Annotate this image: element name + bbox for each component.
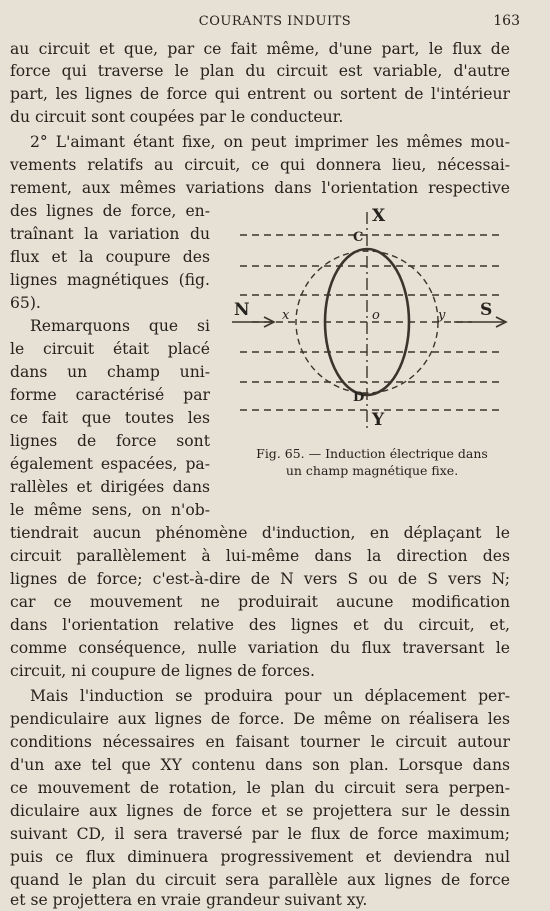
text-line: le même sens, on n'ob- (10, 501, 210, 519)
text-line: suivant CD, il sera traversé par le flux de force maximum; (10, 825, 510, 843)
label-o-center: o (372, 308, 380, 323)
text-line: diculaire aux lignes de force et se projettera sur le dessin (10, 802, 510, 820)
label-n: N (234, 300, 250, 320)
text-line: au circuit et que, par ce fait même, d'une part, le flux de (10, 40, 510, 58)
text-line: dans un champ uni- (10, 363, 210, 381)
running-title: COURANTS INDUITS (198, 14, 352, 29)
text-line: ce fait que toutes les (10, 409, 210, 427)
text-line: du circuit sont coupées par le conducteur. (10, 108, 344, 126)
page-number: 163 (493, 13, 520, 29)
text-line: circuit parallèlement à lui-même dans la direction des (10, 547, 510, 565)
label-s: S (480, 300, 493, 320)
text-line: comme conséquence, nulle variation du flux traversant le (10, 639, 510, 657)
label-c: C (353, 230, 364, 245)
text-line: ce mouvement de rotation, le plan du circuit sera perpen- (10, 779, 510, 797)
text-line: conditions nécessaires en faisant tourner le circuit autour (10, 733, 510, 751)
text-line: pendiculaire aux lignes de force. De même on réalisera les (10, 710, 510, 728)
text-line: quand le plan du circuit sera parallèle aux lignes de force (10, 871, 510, 889)
text-line: des lignes de force, en- (10, 202, 210, 220)
text-line: traînant la variation du (10, 225, 210, 243)
label-y-point: y (438, 308, 446, 323)
text-line: 65). (10, 294, 41, 312)
text-line: flux et la coupure des (10, 248, 210, 266)
text-line: forme caractérisé par (10, 386, 210, 404)
text-line: et se projettera en vraie grandeur suivant xy. (10, 891, 368, 909)
text-line: puis ce flux diminuera progressivement et deviendra nul (10, 848, 510, 866)
text-line: car ce mouvement ne produirait aucune modification (10, 593, 510, 611)
label-x-point: x (282, 308, 290, 323)
text-line: dans l'orientation relative des lignes et du circuit, et, (10, 616, 510, 634)
text-line: vements relatifs au circuit, ce qui donnera lieu, nécessai- (10, 156, 510, 174)
text-line: part, les lignes de force qui entrent ou sortent de l'intérieur (10, 85, 510, 103)
label-y-axis: Y (372, 410, 385, 430)
figure-65 (222, 200, 522, 445)
text-line: Remarquons que si (30, 317, 210, 335)
caption-line: un champ magnétique fixe. (285, 463, 459, 478)
text-line: rallèles et dirigées dans (10, 478, 210, 496)
text-line: tiendrait aucun phénomène d'induction, en déplaçant le (10, 524, 510, 542)
running-header (0, 10, 550, 32)
text-line: rement, aux mêmes variations dans l'orientation respective (10, 179, 510, 197)
label-d: D (353, 390, 365, 405)
text-line: d'un axe tel que XY contenu dans son plan. Lorsque dans (10, 756, 510, 774)
text-line: également espacées, pa- (10, 455, 210, 473)
text-line: lignes de force sont (10, 432, 210, 450)
text-line: lignes magnétiques (fig. (10, 271, 210, 289)
text-line: lignes de force; c'est-à-dire de N vers S ou de S vers N; (10, 570, 510, 588)
figure-caption (222, 445, 522, 479)
caption-line: Fig. 65. — Induction électrique dans (256, 446, 488, 461)
text-line: circuit, ni coupure de lignes de forces. (10, 662, 315, 680)
text-line: Mais l'induction se produira pour un déplacement per- (30, 687, 510, 705)
text-line: 2° L'aimant étant fixe, on peut imprimer les mêmes mou- (30, 133, 510, 151)
text-line: le circuit était placé (10, 340, 210, 358)
label-x-axis: X (372, 206, 386, 226)
text-line: force qui traverse le plan du circuit est variable, d'autre (10, 62, 510, 80)
